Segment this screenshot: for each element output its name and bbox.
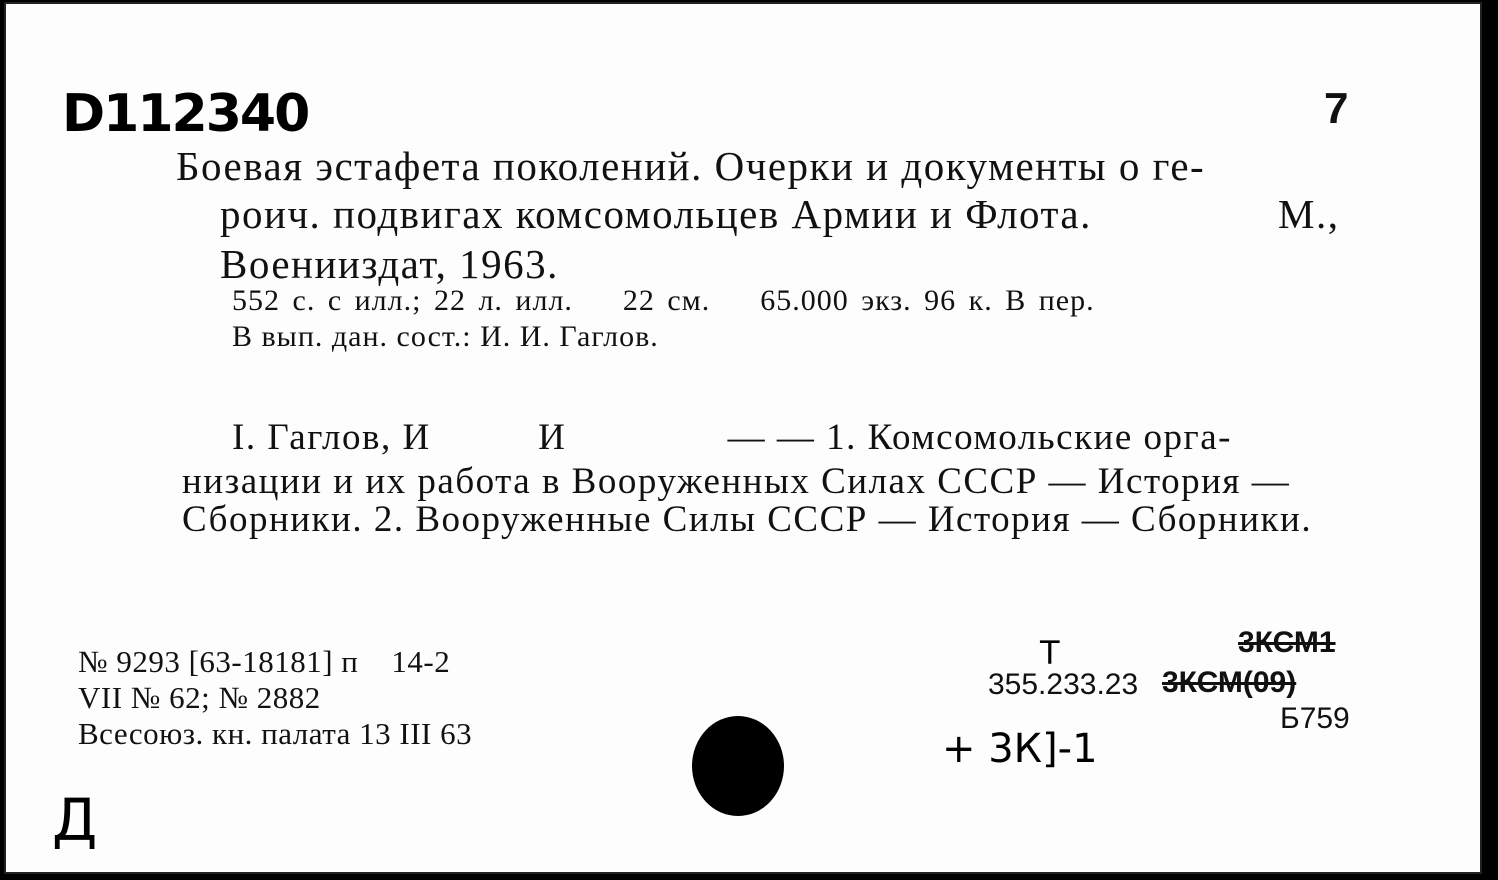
author-mark: Б759 bbox=[1280, 702, 1350, 735]
footer-line-3: Всесоюз. кн. палата 13 III 63 bbox=[78, 716, 473, 751]
publication-place: М., bbox=[1278, 191, 1340, 237]
handwritten-corner-mark: Д bbox=[52, 786, 98, 854]
title-line-3: Военииздат, 1963. bbox=[220, 241, 559, 287]
classification-code-2: 355.233.23 bbox=[988, 668, 1139, 701]
card-number: 7 bbox=[1324, 84, 1349, 133]
title-line-1: Боевая эстафета поколений. Очерки и документы о ге- bbox=[176, 143, 1206, 189]
footer-line-1: № 9293 [63-18181] п 14-2 bbox=[78, 644, 451, 679]
tracings-line-3: Сборники. 2. Вооруженные Силы СССР — История — Сборники. bbox=[182, 499, 1313, 540]
compiler-note: В вып. дан. сост.: И. И. Гаглов. bbox=[232, 320, 659, 353]
punch-hole bbox=[692, 716, 784, 816]
catalog-card bbox=[4, 2, 1482, 874]
classification-mark-left: Т bbox=[1040, 634, 1060, 672]
tracings-line-1: I. Гаглов, И И — — 1. Комсомольские орга- bbox=[232, 417, 1232, 458]
tracings-line-2: низации и их работа в Вооруженных Силах СССР — История — bbox=[182, 461, 1291, 502]
title-line-2: роич. подвигах комсомольцев Армии и Флота. bbox=[220, 191, 1092, 237]
handwritten-call-number: D112340 bbox=[62, 84, 309, 144]
classification-code-1: 3КСМ1 bbox=[1238, 626, 1336, 659]
classification-code-struck: 3КСМ(09) bbox=[1162, 666, 1297, 699]
footer-line-2: VII № 62; № 2882 bbox=[78, 680, 321, 715]
handwritten-classification: + 3К]-1 bbox=[942, 726, 1098, 772]
physical-description: 552 с. с илл.; 22 л. илл. 22 см. 65.000 экз. 96 к. В пер. bbox=[232, 284, 1095, 317]
